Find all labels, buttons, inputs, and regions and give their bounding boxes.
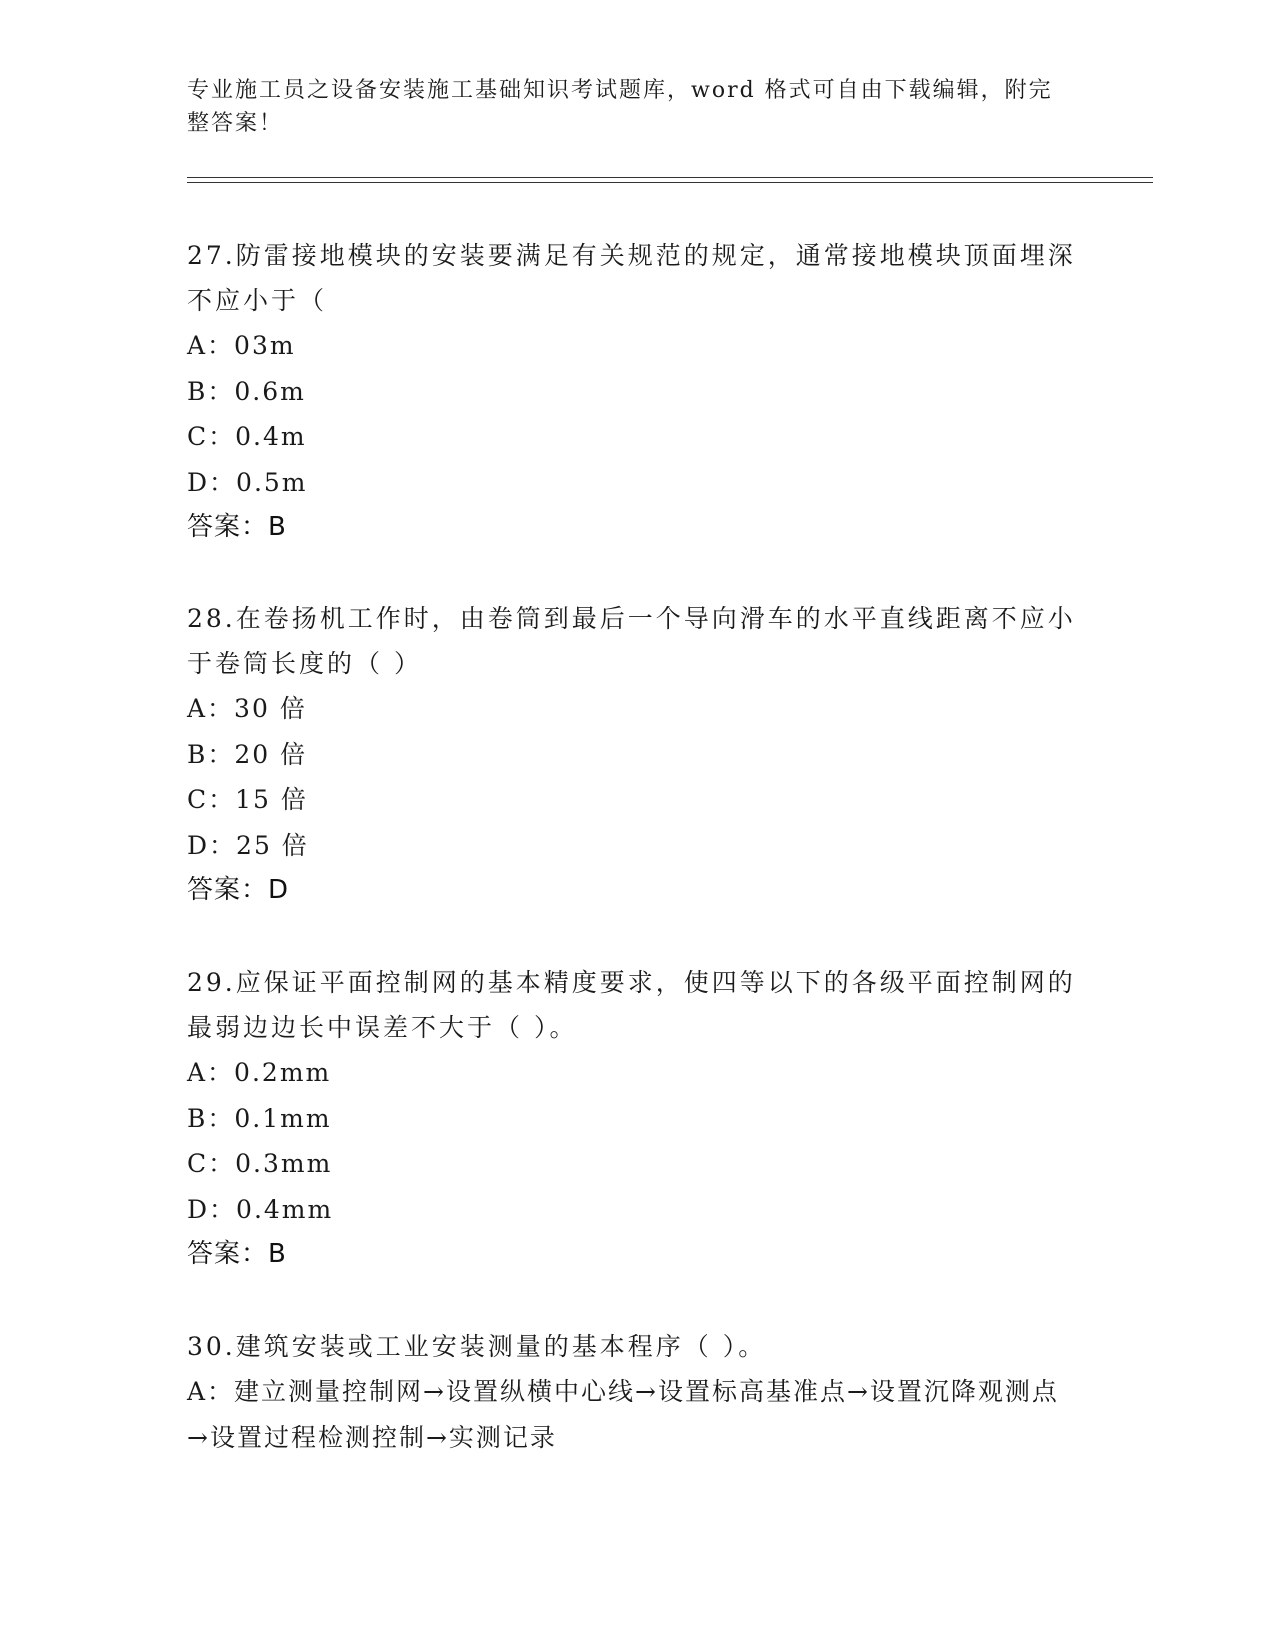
- option-b: B：0.6m: [187, 376, 306, 406]
- answer: 答案：B: [187, 1239, 287, 1269]
- option-a: A：建立测量控制网→设置纵横中心线→设置标高基准点→设置沉降观测点→设置过程检测控制→实测记录: [187, 1377, 1059, 1452]
- question-27: [187, 233, 1077, 550]
- option-c: C：0.3mm: [187, 1149, 333, 1178]
- question-stem: 27.防雷接地模块的安装要满足有关规范的规定，通常接地模块顶面埋深不应小于（: [187, 241, 1076, 315]
- question-30: [187, 1324, 1077, 1460]
- question-28: [187, 596, 1077, 913]
- question-stem: 28.在卷扬机工作时，由卷筒到最后一个导向滑车的水平直线距离不应小于卷筒长度的（ ）: [187, 604, 1076, 678]
- option-c: C：0.4m: [187, 422, 307, 451]
- answer: 答案：D: [187, 875, 290, 905]
- option-a: A：0.2mm: [187, 1058, 332, 1087]
- question-stem: 30.建筑安装或工业安装测量的基本程序（ ）。: [187, 1332, 767, 1361]
- option-a: A：30 倍: [187, 694, 307, 723]
- option-b: B：0.1mm: [187, 1103, 332, 1133]
- document-header: 专业施工员之设备安装施工基础知识考试题库，word 格式可自由下载编辑，附完整答案！: [187, 78, 1053, 136]
- option-d: D：0.5m: [187, 467, 308, 497]
- answer: 答案：B: [187, 512, 287, 542]
- question-stem: 29.应保证平面控制网的基本精度要求，使四等以下的各级平面控制网的最弱边边长中误差不大于（ ）。: [187, 968, 1076, 1042]
- header-rule-bottom: [187, 182, 1153, 183]
- option-b: B：20 倍: [187, 739, 308, 769]
- question-29: [187, 960, 1077, 1277]
- option-d: D：0.4mm: [187, 1194, 334, 1224]
- option-d: D：25 倍: [187, 830, 309, 860]
- header-rule-top: [187, 177, 1153, 178]
- option-a: A：03m: [187, 331, 296, 360]
- option-c: C：15 倍: [187, 785, 308, 814]
